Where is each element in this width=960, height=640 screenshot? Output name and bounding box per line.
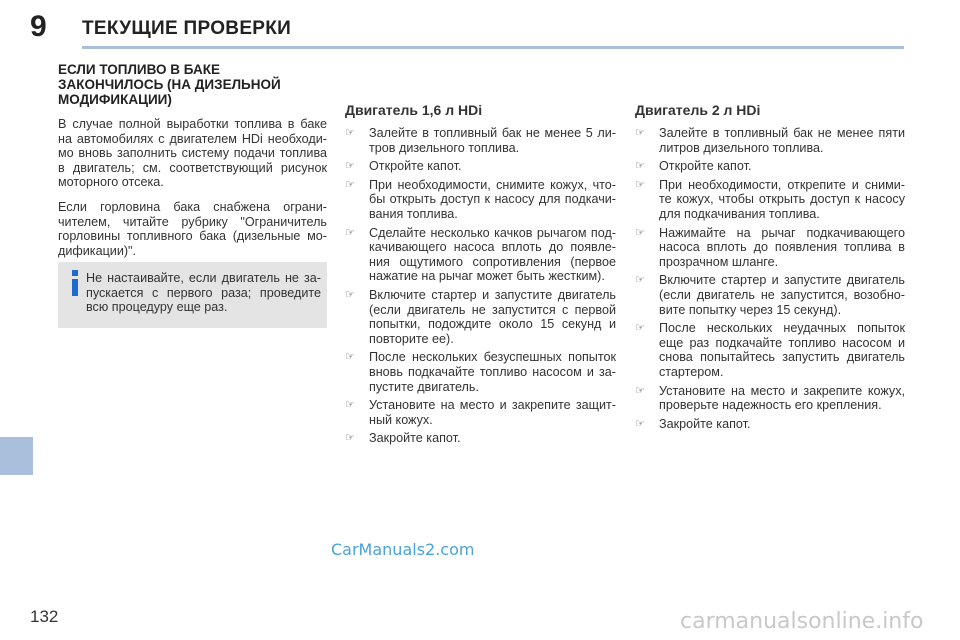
step-item [635, 417, 905, 432]
pointing-hand-icon: ☞ [345, 177, 355, 191]
step-item [345, 178, 616, 222]
pointing-hand-icon: ☞ [345, 287, 355, 301]
pointing-hand-icon: ☞ [345, 126, 355, 139]
step-text: Закройте капот. [369, 431, 461, 446]
step-item [345, 288, 616, 346]
step-text: Залейте в топливный бак не менее пяти литров дизельного топлива. [659, 126, 905, 155]
pointing-hand-icon: ☞ [345, 159, 355, 173]
watermark-carmanualsonline: carmanualsonline.info [680, 609, 924, 634]
pointing-hand-icon: ☞ [635, 126, 645, 139]
step-item [345, 159, 616, 174]
step-item [635, 273, 905, 317]
engine-16-column [345, 102, 616, 450]
step-text: Включите стартер и запустите двигатель (если двигатель не запустится, возобно-вите попытку через 15 секунд). [659, 273, 905, 317]
pointing-hand-icon: ☞ [635, 225, 645, 239]
step-text: Нажимайте на рычаг подкачивающего насоса вплоть до появления топлива в прозрачном шланге. [659, 225, 905, 269]
pointing-hand-icon: ☞ [635, 321, 645, 335]
engine-2-title: Двигатель 2 л HDi [635, 102, 761, 118]
watermark-carmanuals2: CarManuals2.com [331, 540, 475, 559]
step-item [635, 226, 905, 270]
step-text: Закройте капот. [659, 416, 751, 431]
chapter-title: ТЕКУЩИЕ ПРОВЕРКИ [82, 18, 292, 39]
engine-16-title: Двигатель 1,6 л HDi [345, 102, 483, 118]
step-item [635, 126, 905, 155]
step-text: После нескольких безуспешных попыток вновь подкачайте топливо насосом и за-пустите двигатель. [369, 350, 616, 394]
step-text: При необходимости, снимите кожух, что-бы открыть доступ к насосу для подкачи-вания топлива. [369, 177, 616, 221]
step-item [345, 398, 616, 427]
step-text: Откройте капот. [369, 159, 462, 174]
info-icon [68, 270, 82, 296]
info-note-text: Не настаивайте, если двигатель не за-пускается с первого раза; проведите всю процедуру еще раз. [86, 271, 321, 315]
step-item [345, 350, 616, 394]
section-title: ЕСЛИ ТОПЛИВО В БАКЕ ЗАКОНЧИЛОСЬ (НА ДИЗЕЛЬНОЙ МОДИФИКАЦИИ) [58, 62, 281, 107]
step-item [635, 384, 905, 413]
step-item [345, 226, 616, 284]
engine-2-column [635, 102, 905, 435]
engine-2-steps [635, 126, 905, 431]
step-text: При необходимости, открепите и сними-те кожух, чтобы открыть доступ к насосу для подкачивания топлива. [659, 177, 905, 221]
chapter-number: 9 [30, 10, 47, 43]
step-item [345, 126, 616, 155]
intro-column [58, 62, 327, 268]
pointing-hand-icon: ☞ [345, 398, 355, 412]
pointing-hand-icon: ☞ [635, 416, 645, 430]
pointing-hand-icon: ☞ [635, 383, 645, 397]
engine-16-steps [345, 126, 616, 446]
intro-paragraph: Если горловина бака снабжена ограни-чителем, читайте рубрику "Ограничитель горловины топливного бака (дизельные мо-дификации)". [58, 199, 327, 258]
step-item [635, 159, 905, 174]
step-item [635, 321, 905, 379]
pointing-hand-icon: ☞ [635, 273, 645, 287]
step-text: Залейте в топливный бак не менее 5 ли-тров дизельного топлива. [369, 126, 616, 155]
pointing-hand-icon: ☞ [345, 431, 355, 445]
page-number: 132 [30, 607, 59, 626]
pointing-hand-icon: ☞ [345, 225, 355, 239]
header-divider [82, 46, 904, 49]
step-text: Установите на место и закрепите кожух, проверьте надежность его крепления. [659, 383, 905, 413]
step-item [635, 178, 905, 222]
step-text: Сделайте несколько качков рычагом под-качивающего насоса вплоть до появле-ния ощутимого сопротивления (первое нажатие на рычаг может быть жестким). [369, 225, 616, 284]
chapter-side-tab [0, 437, 33, 475]
step-text: Откройте капот. [659, 159, 752, 174]
step-text: Установите на место и закрепите защит-ный кожух. [369, 398, 616, 427]
step-text: Включите стартер и запустите двигатель (если двигатель не запустится с первой попытки, подождите около 15 секунд и повторите ее). [369, 287, 616, 346]
pointing-hand-icon: ☞ [635, 177, 645, 191]
pointing-hand-icon: ☞ [345, 350, 355, 364]
step-text: После нескольких неудачных попыток еще раз подкачайте топливо насосом и снова попытайтесь запустить двигатель стартером. [659, 321, 905, 379]
step-item [345, 431, 616, 446]
pointing-hand-icon: ☞ [635, 159, 645, 173]
intro-paragraph: В случае полной выработки топлива в баке на автомобилях с двигателем HDi необходи-мо вновь заполнить систему подачи топлива в двигатель; см. соответствующий рисунок моторного отсека. [58, 117, 327, 190]
info-note-box [58, 262, 327, 328]
